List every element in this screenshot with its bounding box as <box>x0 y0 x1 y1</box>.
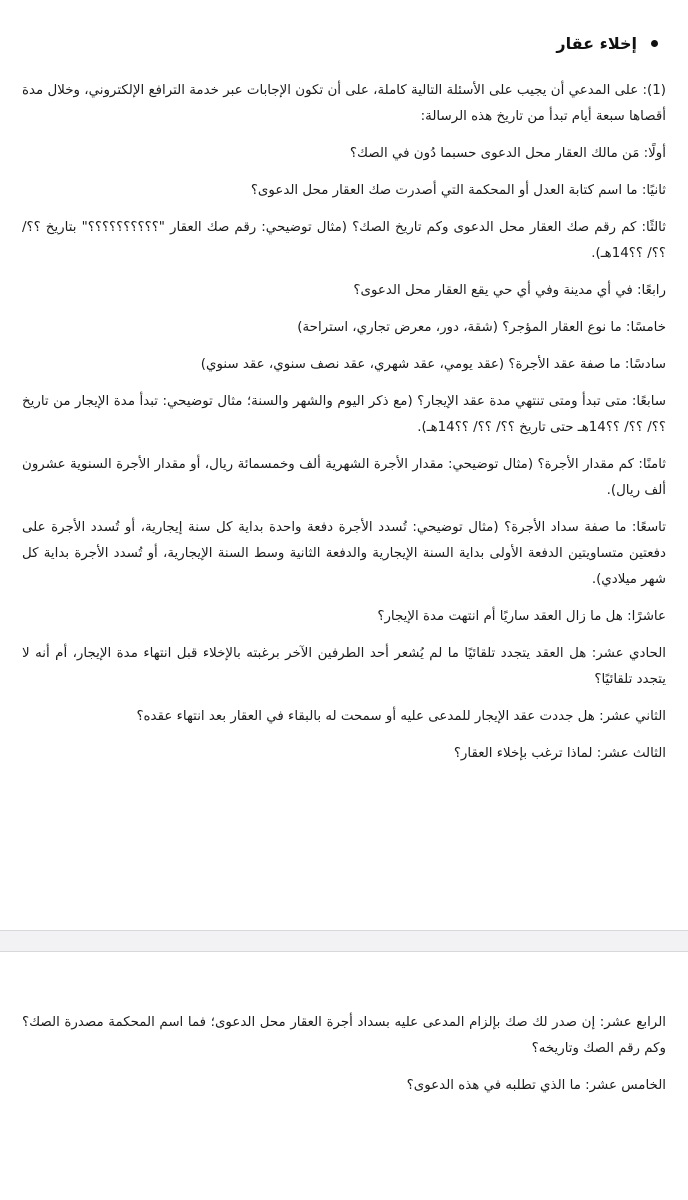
questions-list-continued <box>22 1010 666 1110</box>
questions-list <box>22 78 666 778</box>
document-page-2 <box>0 952 688 1200</box>
instruction-paragraph: (1): على المدعي أن يجيب على الأسئلة التالية كاملة، على أن تكون الإجابات عبر خدمة الترافع الإلكتروني، وخلال مدة أقصاها سبعة أيام تبدأ من تاريخ هذه الرسالة: <box>22 83 666 124</box>
page-separator <box>0 930 688 952</box>
question-7: سابعًا: متى تبدأ ومتى تنتهي مدة عقد الإيجار؟ (مع ذكر اليوم والشهر والسنة؛ مثال توضيحي: تبدأ مدة الإيجار من تاريخ ؟؟/ ؟؟/ ؟؟14هـ حتى تاريخ ؟؟/ ؟؟/ ؟؟14هـ). <box>22 394 666 435</box>
question-13: الثالث عشر: لماذا ترغب بإخلاء العقار؟ <box>453 746 666 761</box>
section-heading <box>556 34 658 53</box>
question-5: خامسًا: ما نوع العقار المؤجر؟ (شقة، دور، معرض تجاري، استراحة) <box>297 320 666 335</box>
question-10: عاشرًا: هل ما زال العقد ساريًا أم انتهت مدة الإيجار؟ <box>377 609 666 624</box>
question-4: رابعًا: في أي مدينة وفي أي حي يقع العقار محل الدعوى؟ <box>353 283 666 298</box>
question-9: تاسعًا: ما صفة سداد الأجرة؟ (مثال توضيحي: تُسدد الأجرة دفعة واحدة بداية كل سنة إيجارية، أو تُسدد الأجرة على دفعتين متساويتين الدفعة الأولى بداية السنة الإيجارية والدفعة الثانية وسط السنة الإيجارية، أو تُسدد الأجرة بداية كل شهر ميلادي). <box>22 520 666 587</box>
bullet-icon <box>651 40 658 47</box>
question-3: ثالثًا: كم رقم صك العقار محل الدعوى وكم تاريخ الصك؟ (مثال توضيحي: رقم صك العقار "؟؟؟؟؟؟؟؟؟؟" بتاريخ ؟؟/ ؟؟/ ؟؟14هـ). <box>22 220 666 261</box>
section-title: إخلاء عقار <box>556 34 637 53</box>
question-6: سادسًا: ما صفة عقد الأجرة؟ (عقد يومي، عقد شهري، عقد نصف سنوي، عقد سنوي) <box>200 357 666 372</box>
question-2: ثانيًا: ما اسم كتابة العدل أو المحكمة التي أصدرت صك العقار محل الدعوى؟ <box>250 183 666 198</box>
question-1: أولًا: مَن مالك العقار محل الدعوى حسبما دُون في الصك؟ <box>349 146 666 161</box>
question-15: الخامس عشر: ما الذي تطلبه في هذه الدعوى؟ <box>406 1078 666 1093</box>
question-14: الرابع عشر: إن صدر لك صك بإلزام المدعى عليه بسداد أجرة العقار محل الدعوى؛ فما اسم المحكمة مصدرة الصك؟ وكم رقم الصك وتاريخه؟ <box>22 1015 666 1056</box>
question-8: ثامنًا: كم مقدار الأجرة؟ (مثال توضيحي: مقدار الأجرة الشهرية ألف وخمسمائة ريال، أو مقدار الأجرة السنوية عشرون ألف ريال). <box>22 457 666 498</box>
question-11: الحادي عشر: هل العقد يتجدد تلقائيًا ما لم يُشعر أحد الطرفين الآخر برغبته بالإخلاء قبل انتهاء مدة الإيجار، أم أنه لا يتجدد تلقائيًا؟ <box>22 646 666 687</box>
question-12: الثاني عشر: هل جددت عقد الإيجار للمدعى عليه أو سمحت له بالبقاء في العقار بعد انتهاء عقده؟ <box>136 709 666 724</box>
